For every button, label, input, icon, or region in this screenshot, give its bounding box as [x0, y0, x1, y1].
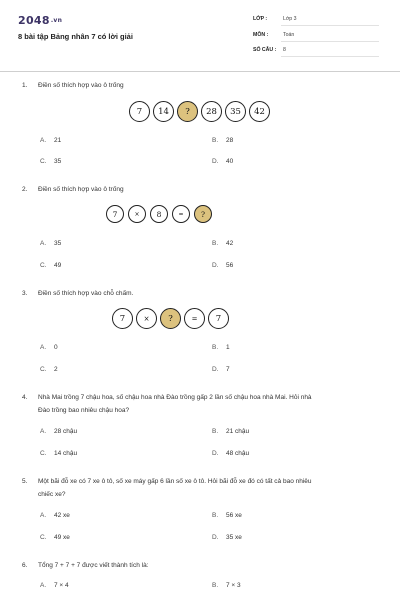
option-text: 28 chậu	[54, 428, 78, 435]
logo-text: 2048	[18, 14, 50, 27]
question-text: Điền số thích hợp vào chỗ chấm.	[38, 290, 134, 297]
option-d[interactable]	[212, 450, 249, 457]
option-text: 35 xe	[226, 534, 242, 541]
sequence-ball: 7	[129, 101, 150, 122]
question-number: 1.	[22, 82, 28, 89]
option-a[interactable]	[40, 240, 61, 247]
question-text: Điền số thích hợp vào ô trống	[38, 82, 124, 89]
option-a[interactable]	[40, 582, 69, 589]
question-6	[22, 560, 382, 573]
option-text: 14 chậu	[54, 450, 78, 457]
option-key: C.	[40, 262, 47, 269]
option-text: 0	[54, 344, 58, 351]
sequence-ball: 28	[201, 101, 222, 122]
option-text: 42	[226, 240, 234, 247]
question-number: 6.	[22, 562, 28, 569]
option-key: D.	[212, 534, 219, 541]
option-key: B.	[212, 344, 219, 351]
option-key: C.	[40, 450, 47, 457]
option-text: 42 xe	[54, 512, 70, 519]
option-key: D.	[212, 366, 219, 373]
option-key: A.	[40, 582, 47, 589]
sequence-ball: 35	[225, 101, 246, 122]
question-number: 4.	[22, 394, 28, 401]
option-key: A.	[40, 428, 47, 435]
option-d[interactable]	[212, 158, 233, 165]
option-d[interactable]	[212, 366, 230, 373]
option-d[interactable]	[212, 262, 233, 269]
meta-class-value: Lớp 3	[283, 16, 297, 22]
question-2	[22, 184, 382, 197]
option-c[interactable]	[40, 262, 61, 269]
unknown-ball: ?	[194, 205, 212, 223]
meta-subject-label: MÔN :	[253, 32, 269, 38]
equation-ball: 7	[106, 205, 124, 223]
option-key: D.	[212, 262, 219, 269]
question-5	[22, 476, 382, 501]
header-divider	[0, 71, 400, 72]
option-text: 48 chậu	[226, 450, 250, 457]
option-text: 7 × 3	[226, 582, 241, 589]
option-c[interactable]	[40, 450, 77, 457]
option-key: D.	[212, 450, 219, 457]
sequence-ball: 14	[153, 101, 174, 122]
option-key: B.	[212, 137, 219, 144]
option-text: 40	[226, 158, 234, 165]
option-text: 49 xe	[54, 534, 70, 541]
question-text-continued: chiếc xe?	[38, 490, 66, 498]
unknown-ball: ?	[177, 101, 198, 122]
option-key: B.	[212, 428, 219, 435]
question-3	[22, 288, 382, 301]
option-text: 56	[226, 262, 234, 269]
option-b[interactable]	[212, 512, 242, 519]
option-b[interactable]	[212, 428, 249, 435]
option-key: B.	[212, 240, 219, 247]
question-text: Một bãi đỗ xe có 7 xe ô tô, số xe máy gấp 6 lần số xe ô tô. Hỏi bãi đỗ xe đó có tất cả bao nhiêu	[38, 478, 312, 485]
meta-divider	[281, 41, 379, 42]
option-a[interactable]	[40, 137, 61, 144]
question-4	[22, 392, 382, 417]
question-text: Điền số thích hợp vào ô trống	[38, 186, 124, 193]
meta-class-label: LỚP :	[253, 16, 268, 22]
option-key: D.	[212, 158, 219, 165]
option-text: 1	[226, 344, 230, 351]
option-b[interactable]	[212, 582, 241, 589]
option-text: 7	[226, 366, 230, 373]
option-key: A.	[40, 512, 47, 519]
option-text: 35	[54, 158, 62, 165]
option-b[interactable]	[212, 240, 233, 247]
question-text-continued: Đào trồng bao nhiêu chậu hoa?	[38, 406, 130, 414]
option-b[interactable]	[212, 137, 233, 144]
question-text: Tổng 7 + 7 + 7 được viết thành tích là:	[38, 562, 149, 569]
option-key: A.	[40, 137, 47, 144]
equation-ball: 7	[112, 308, 133, 329]
question-number: 5.	[22, 478, 28, 485]
option-text: 35	[54, 240, 62, 247]
sequence-ball: 42	[249, 101, 270, 122]
option-key: C.	[40, 158, 47, 165]
logo-tld: .vn	[50, 17, 63, 24]
equation-row	[106, 205, 216, 223]
equals-ball: =	[172, 205, 190, 223]
option-d[interactable]	[212, 534, 242, 541]
option-key: A.	[40, 344, 47, 351]
option-key: C.	[40, 534, 47, 541]
option-text: 21	[54, 137, 62, 144]
question-1	[22, 80, 382, 93]
equation-ball: 7	[208, 308, 229, 329]
option-a[interactable]	[40, 344, 58, 351]
site-logo[interactable]	[18, 14, 62, 27]
equation-row	[112, 308, 232, 329]
option-text: 49	[54, 262, 62, 269]
option-text: 28	[226, 137, 234, 144]
multiply-ball: ×	[136, 308, 157, 329]
question-number: 3.	[22, 290, 28, 297]
multiply-ball: ×	[128, 205, 146, 223]
equals-ball: =	[184, 308, 205, 329]
meta-divider	[281, 56, 379, 57]
unknown-ball: ?	[160, 308, 181, 329]
option-c[interactable]	[40, 158, 61, 165]
option-key: C.	[40, 366, 47, 373]
option-text: 56 xe	[226, 512, 242, 519]
option-key: B.	[212, 582, 219, 589]
document-title: 8 bài tập Bảng nhân 7 có lời giải	[18, 32, 133, 41]
option-text: 2	[54, 366, 58, 373]
equation-ball: 8	[150, 205, 168, 223]
meta-subject-value: Toán	[283, 32, 295, 38]
meta-divider	[281, 25, 379, 26]
option-key: B.	[212, 512, 219, 519]
option-key: A.	[40, 240, 47, 247]
option-b[interactable]	[212, 344, 230, 351]
option-text: 21 chậu	[226, 428, 250, 435]
meta-count-value: 8	[283, 47, 286, 53]
meta-count-label: SỐ CÂU :	[253, 47, 277, 53]
option-c[interactable]	[40, 366, 58, 373]
option-c[interactable]	[40, 534, 70, 541]
option-a[interactable]	[40, 428, 77, 435]
option-a[interactable]	[40, 512, 70, 519]
option-text: 7 × 4	[54, 582, 69, 589]
question-number: 2.	[22, 186, 28, 193]
number-sequence	[129, 101, 273, 122]
question-text: Nhà Mai trồng 7 chậu hoa, số chậu hoa nhà Đào trồng gấp 2 lần số chậu hoa nhà Mai. Hỏi nhà	[38, 394, 312, 401]
